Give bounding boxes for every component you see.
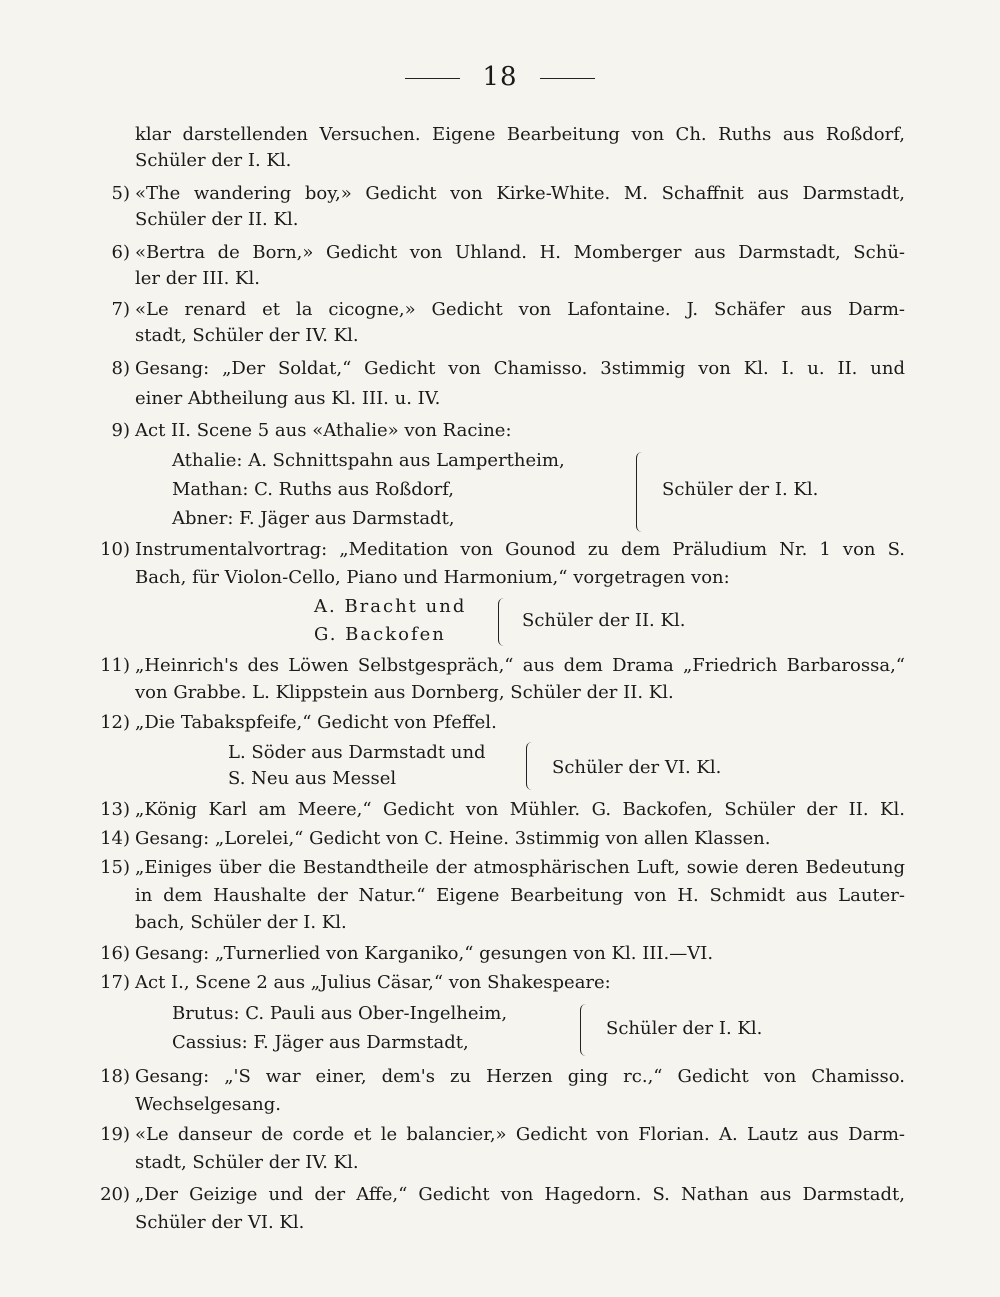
item-number: 6) [111,242,130,263]
text-line: Instrumentalvortrag: „Meditation von Gounod zu dem Präludium Nr. 1 von S. [135,539,905,560]
text-line: «Bertra de Born,» Gedicht von Uhland. H. Momberger aus Darmstadt, Schü- [135,242,905,263]
cast-line: Athalie: A. Schnittspahn aus Lampertheim, [172,450,565,471]
cast-line: Abner: F. Jäger aus Darmstadt, [172,508,455,529]
text-line: stadt, Schüler der IV. Kl. [135,1152,359,1173]
brace-label: Schüler der I. Kl. [606,1018,763,1039]
text-line: „Der Geizige und der Affe,“ Gedicht von Hagedorn. S. Nathan aus Darmstadt, [135,1184,905,1205]
text-line: Gesang: „'S war einer, dem's zu Herzen ging rc.,“ Gedicht von Chamisso. [135,1066,905,1087]
brace-label: Schüler der I. Kl. [662,479,819,500]
item-number: 19) [100,1124,130,1145]
item-number: 16) [100,943,130,964]
cast-line: Mathan: C. Ruths aus Roßdorf, [172,479,455,500]
brace [526,742,535,790]
item-number: 15) [100,857,130,878]
item-number: 8) [111,358,130,379]
text-line: stadt, Schüler der IV. Kl. [135,325,359,346]
item-number: 18) [100,1066,130,1087]
text-line: klar darstellenden Versuchen. Eigene Bearbeitung von Ch. Ruths aus Roßdorf, [135,124,905,145]
cast-line: L. Söder aus Darmstadt und [228,742,486,763]
item-number: 10) [100,539,130,560]
item-number: 12) [100,712,130,733]
text-line: Schüler der II. Kl. [135,209,299,230]
text-line: Schüler der I. Kl. [135,150,292,171]
text-line: Act I., Scene 2 aus „Julius Cäsar,“ von Shakespeare: [135,972,611,993]
text-line: „Einiges über die Bestandtheile der atmosphärischen Luft, sowie deren Bedeutung [135,857,905,878]
item-number: 14) [100,828,130,849]
brace-label: Schüler der VI. Kl. [552,757,722,778]
right-rule [540,78,595,79]
text-line: ler der III. Kl. [135,268,260,289]
text-line: «Le renard et la cicogne,» Gedicht von Lafontaine. J. Schäfer aus Darm- [135,299,905,320]
page-number [0,62,1000,92]
text-line: „König Karl am Meere,“ Gedicht von Mühler. G. Backofen, Schüler der II. Kl. [135,799,905,820]
item-number: 20) [100,1184,130,1205]
item-number: 9) [111,420,130,441]
cast-line: S. Neu aus Messel [228,768,397,789]
brace [636,452,645,532]
text-line: Schüler der VI. Kl. [135,1212,305,1233]
item-number: 11) [100,655,130,676]
left-rule [405,78,460,79]
cast-line: G. Backofen [314,624,446,645]
text-line: Wechselgesang. [135,1094,281,1115]
text-line: in dem Haushalte der Natur.“ Eigene Bearbeitung von H. Schmidt aus Lauter- [135,885,905,906]
text-line: Act II. Scene 5 aus «Athalie» von Racine: [135,420,512,441]
text-line: einer Abtheilung aus Kl. III. u. IV. [135,388,441,409]
cast-line: Brutus: C. Pauli aus Ober-Ingelheim, [172,1003,508,1024]
item-number: 5) [111,183,130,204]
text-line: Bach, für Violon-Cello, Piano und Harmonium,“ vorgetragen von: [135,567,730,588]
text-line: Gesang: „Turnerlied von Karganiko,“ gesungen von Kl. III.—VI. [135,943,714,964]
item-number: 17) [100,972,130,993]
item-number: 13) [100,799,130,820]
cast-line: A. Bracht und [314,596,467,617]
text-line: «The wandering boy,» Gedicht von Kirke-White. M. Schaffnit aus Darmstadt, [135,183,905,204]
brace-label: Schüler der II. Kl. [522,610,686,631]
text-line: «Le danseur de corde et le balancier,» Gedicht von Florian. A. Lautz aus Darm- [135,1124,905,1145]
cast-line: Cassius: F. Jäger aus Darmstadt, [172,1032,469,1053]
brace [580,1004,589,1056]
text-line: „Heinrich's des Löwen Selbstgespräch,“ aus dem Drama „Friedrich Barbarossa,“ [135,655,905,676]
text-line: von Grabbe. L. Klippstein aus Dornberg, Schüler der II. Kl. [135,682,674,703]
text-line: Gesang: „Lorelei,“ Gedicht von C. Heine. 3stimmig von allen Klassen. [135,828,771,849]
text-line: Gesang: „Der Soldat,“ Gedicht von Chamisso. 3stimmig von Kl. I. u. II. und [135,358,905,379]
item-number: 7) [111,299,130,320]
text-line: „Die Tabakspfeife,“ Gedicht von Pfeffel. [135,712,497,733]
brace [498,598,507,646]
text-line: bach, Schüler der I. Kl. [135,912,347,933]
page-number-text: 18 [482,62,518,92]
